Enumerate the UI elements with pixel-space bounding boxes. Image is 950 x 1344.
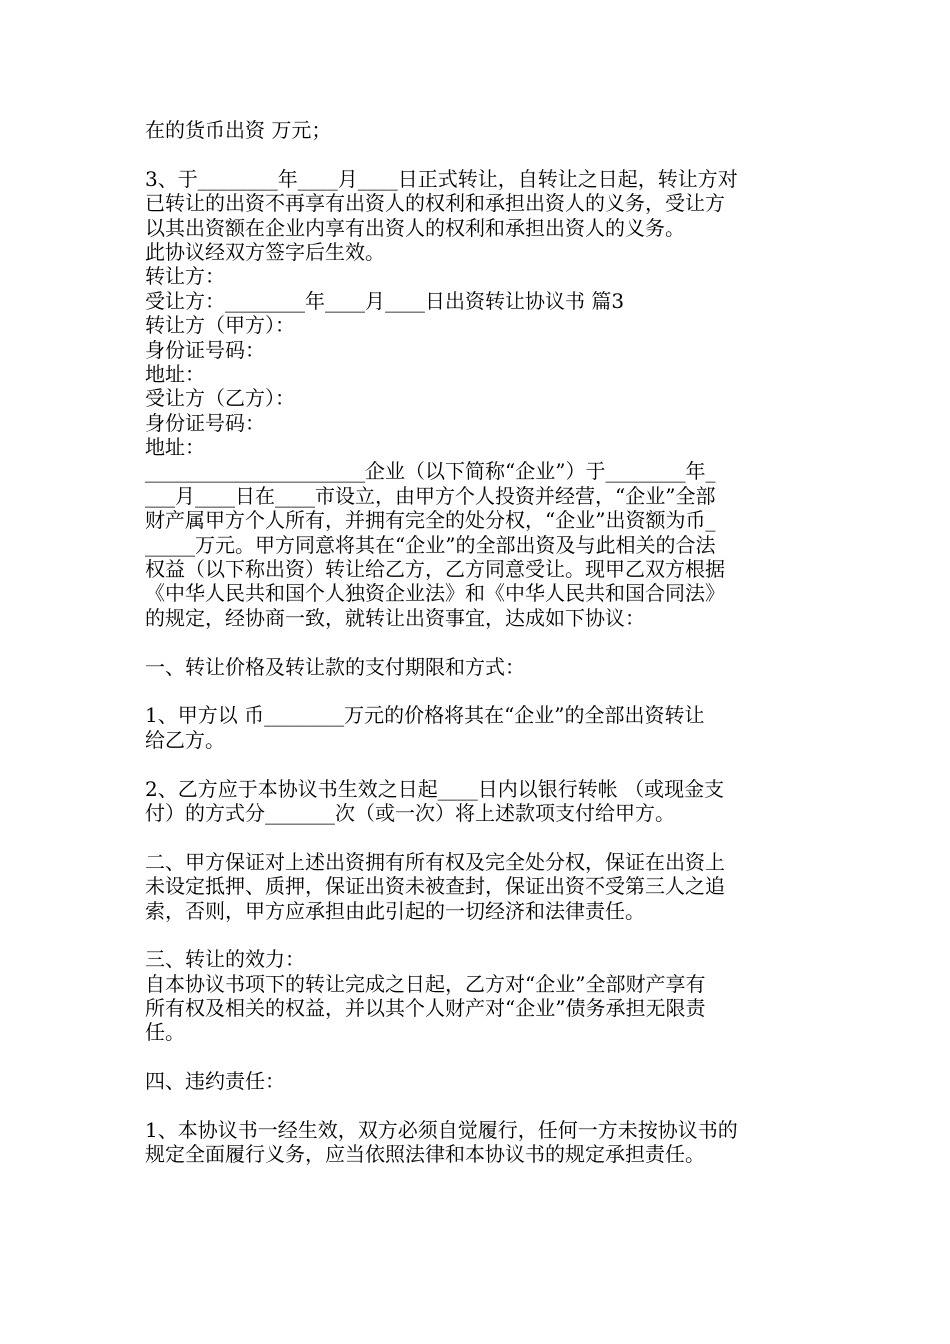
text-line: 转让方（甲方）： [145,313,295,338]
text-line: 以其出资额在企业内享有出资人的权利和承担出资人的义务。 [145,215,685,240]
text-line: 转让方： [145,264,225,289]
text-line: 的规定，经协商一致，就转让出资事宜，达成如下协议： [145,605,645,630]
blank-line [145,1045,810,1069]
text-line: 已转让的出资不再享有出资人的权利和承担出资人的义务，受让方 [145,191,725,216]
text-line: 在的货币出资 万元； [145,118,332,142]
text-line: 身份证号码： [145,410,265,435]
text-line: 权益（以下称出资）转让给乙方，乙方同意受让。现甲乙双方根据 [145,557,725,582]
text-line: 1、本协议书一经生效，双方必须自觉履行，任何一方未按协议书的 [145,1118,738,1143]
text-line: _____万元。甲方同意将其在“企业”的全部出资及与此相关的合法 [145,532,716,557]
section-heading: 二、甲方保证对上述出资拥有所有权及完全处分权，保证在出资上 [145,849,725,874]
text-line: 此协议经双方签字后生效。 [145,239,385,264]
blank-line [145,752,810,776]
text-line: 未设定抵押、质押，保证出资未被查封，保证出资不受第三人之追 [145,874,725,899]
text-line: 付）的方式分_______次（或一次）将上述款项支付给甲方。 [145,800,675,825]
text-line: 自本协议书项下的转让完成之日起，乙方对“企业”全部财产享有 [145,971,706,996]
text-line: 地址： [145,435,205,460]
text-line: 受让方：________年____月____日出资转让协议书 篇3 [145,288,625,313]
text-line: 身份证号码： [145,337,265,362]
text-line: 任。 [145,1020,185,1045]
text-line: 2、乙方应于本协议书生效之日起____日内以银行转帐 （或现金支 [145,776,725,801]
text-line: 地址： [145,361,205,386]
text-line: 受让方（乙方）： [145,386,295,411]
blank-line [145,679,810,703]
text-line: 规定全面履行义务，应当依照法律和本协议书的规定承担责任。 [145,1142,705,1167]
text-line: 所有权及相关的权益，并以其个人财产对“企业”债务承担无限责 [145,996,706,1021]
section-heading: 一、转让价格及转让款的支付期限和方式： [145,654,525,679]
text-line: 3、于________年____月____日正式转让，自转让之日起，转让方对 [145,166,738,191]
blank-line [145,923,810,947]
section-heading: 四、违约责任： [145,1069,285,1094]
text-line: ______________________企业（以下简称“企业”）于________年_ [145,459,716,484]
text-line: 给乙方。 [145,727,225,752]
document-body [145,118,810,1167]
text-line: 《中华人民共和国个人独资企业法》和《中华人民共和国合同法》 [145,581,725,606]
blank-line [145,825,810,849]
blank-line [145,1094,810,1118]
text-line: 财产属甲方个人所有，并拥有完全的处分权，“企业”出资额为币_ [145,508,716,533]
section-heading: 三、转让的效力： [145,947,305,972]
blank-line [145,142,810,166]
text-line: 1、甲方以 币________万元的价格将其在“企业”的全部出资转让 [145,703,705,728]
blank-line [145,630,810,654]
text-line: 索，否则，甲方应承担由此引起的一切经济和法律责任。 [145,898,645,923]
text-line: ___月____日在____市设立，由甲方个人投资并经营，“企业”全部 [145,483,716,508]
